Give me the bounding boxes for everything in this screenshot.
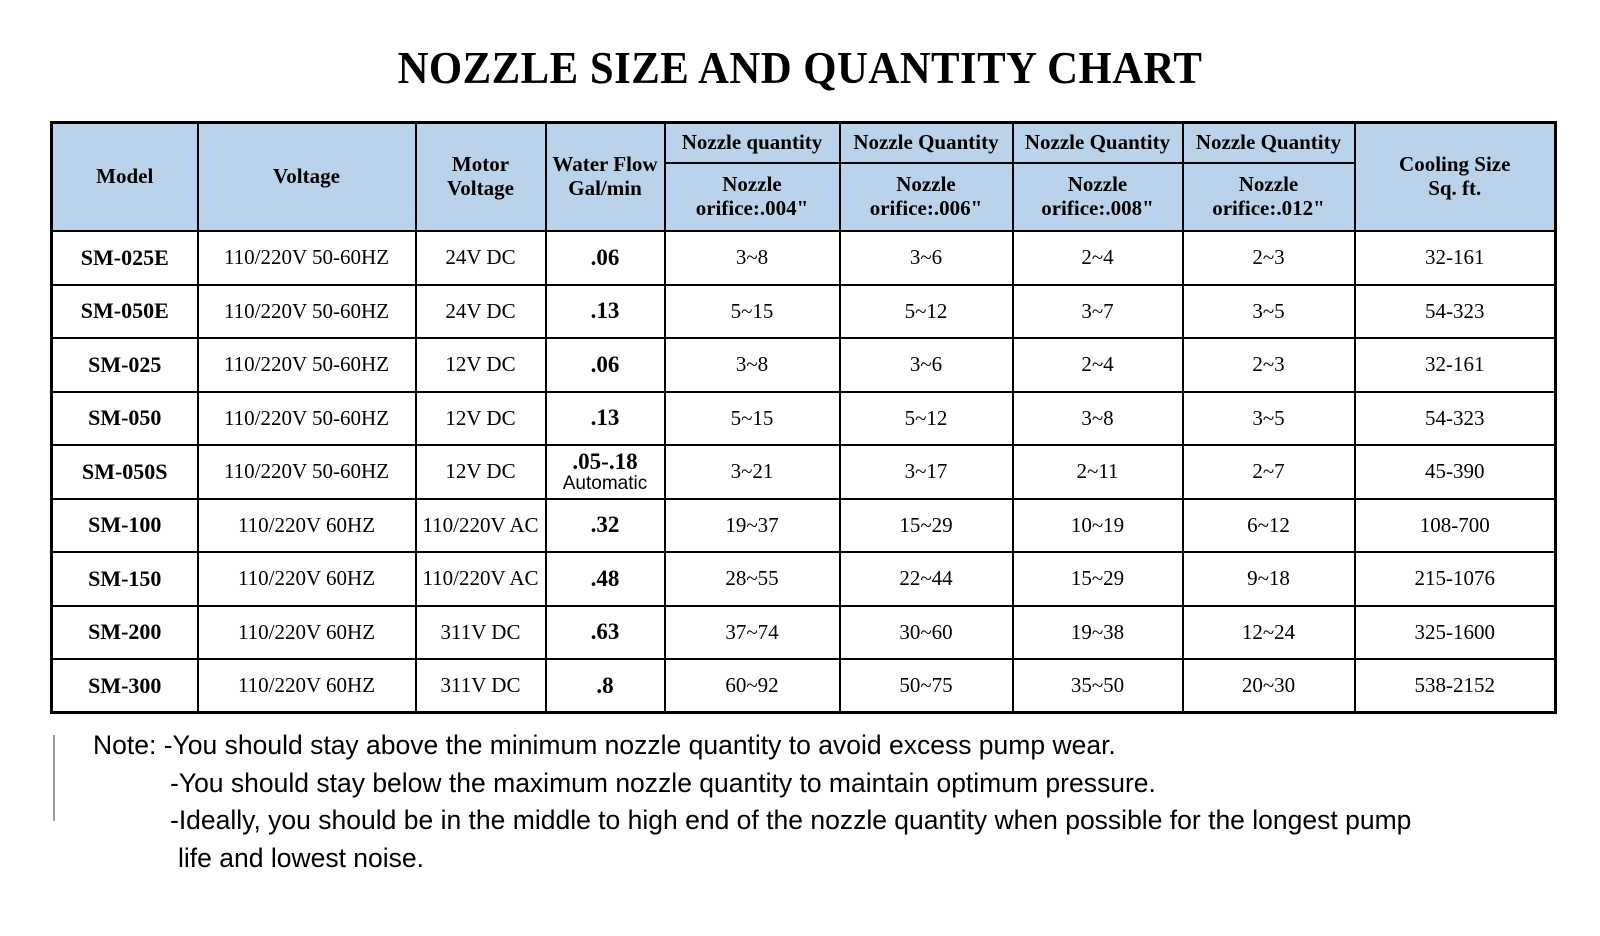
cell-motor-voltage: 24V DC xyxy=(416,231,546,285)
cell-nozzle-quantity-006: 3~6 xyxy=(840,231,1013,285)
cell-nozzle-quantity-012: 6~12 xyxy=(1183,499,1355,553)
cell-nozzle-quantity-012: 12~24 xyxy=(1183,606,1355,660)
header-orifice-012-line2: orifice:.012" xyxy=(1212,196,1325,220)
header-nozzle-orifice-006 xyxy=(840,163,1013,231)
cell-nozzle-quantity-006: 3~17 xyxy=(840,445,1013,499)
cell-voltage: 110/220V 50-60HZ xyxy=(198,231,416,285)
header-orifice-012-line1: Nozzle xyxy=(1238,172,1299,197)
cell-model: SM-050S xyxy=(52,445,198,499)
cell-model: SM-100 xyxy=(52,499,198,553)
cell-nozzle-quantity-008: 2~4 xyxy=(1013,338,1183,392)
header-water-flow-line1: Water Flow xyxy=(552,152,658,177)
header-orifice-004-line2: orifice:.004" xyxy=(695,196,809,220)
notes-section xyxy=(50,727,1560,878)
cell-nozzle-quantity-008: 3~8 xyxy=(1013,392,1183,446)
header-row-top xyxy=(52,123,1556,164)
cell-nozzle-quantity-004: 3~8 xyxy=(665,338,840,392)
cell-nozzle-quantity-004: 3~8 xyxy=(665,231,840,285)
cell-model: SM-050 xyxy=(52,392,198,446)
cell-voltage: 110/220V 60HZ xyxy=(198,499,416,553)
cell-nozzle-quantity-006: 30~60 xyxy=(840,606,1013,660)
cell-nozzle-quantity-004: 60~92 xyxy=(665,659,840,713)
cell-water-flow: .13 xyxy=(546,392,665,446)
note-text-1: -You should stay above the minimum nozzle quantity to avoid excess pump wear. xyxy=(163,730,1116,760)
cell-water-flow: .06 xyxy=(546,231,665,285)
cell-nozzle-quantity-008: 2~4 xyxy=(1013,231,1183,285)
table-row xyxy=(52,285,1556,339)
header-nozzle-quantity-012-top: Nozzle Quantity xyxy=(1183,123,1355,164)
note-line-2: -You should stay below the maximum nozzle quantity to maintain optimum pressure. xyxy=(170,767,1156,798)
cell-water-flow: .8 xyxy=(546,659,665,713)
cell-model: SM-150 xyxy=(52,552,198,606)
cell-nozzle-quantity-006: 5~12 xyxy=(840,392,1013,446)
cell-nozzle-quantity-012: 2~7 xyxy=(1183,445,1355,499)
cell-motor-voltage: 311V DC xyxy=(416,606,546,660)
notes-left-rule xyxy=(53,735,55,821)
header-cooling-size-line1: Cooling Size xyxy=(1399,152,1511,177)
header-orifice-008-line2: orifice:.008" xyxy=(1041,196,1154,220)
cell-nozzle-quantity-008: 15~29 xyxy=(1013,552,1183,606)
header-nozzle-orifice-012 xyxy=(1183,163,1355,231)
cell-motor-voltage: 311V DC xyxy=(416,659,546,713)
cell-nozzle-quantity-008: 10~19 xyxy=(1013,499,1183,553)
cell-nozzle-quantity-006: 5~12 xyxy=(840,285,1013,339)
table-row xyxy=(52,338,1556,392)
cell-model: SM-050E xyxy=(52,285,198,339)
cell-cooling-size: 325-1600 xyxy=(1355,606,1556,660)
cell-nozzle-quantity-012: 9~18 xyxy=(1183,552,1355,606)
water-flow-value: .05-.18 xyxy=(572,448,638,474)
header-nozzle-quantity-006-top: Nozzle Quantity xyxy=(840,123,1013,164)
table-body xyxy=(52,231,1556,713)
header-nozzle-orifice-008 xyxy=(1013,163,1183,231)
table-row xyxy=(52,445,1556,499)
cell-nozzle-quantity-008: 19~38 xyxy=(1013,606,1183,660)
header-motor-voltage-line2: Voltage xyxy=(447,176,514,200)
cell-voltage: 110/220V 50-60HZ xyxy=(198,445,416,499)
header-motor-voltage-line1: Motor xyxy=(451,152,510,177)
cell-water-flow: .06 xyxy=(546,338,665,392)
cell-voltage: 110/220V 60HZ xyxy=(198,606,416,660)
cell-nozzle-quantity-012: 3~5 xyxy=(1183,392,1355,446)
cell-model: SM-025 xyxy=(52,338,198,392)
cell-voltage: 110/220V 50-60HZ xyxy=(198,338,416,392)
cell-voltage: 110/220V 50-60HZ xyxy=(198,285,416,339)
note-line-3: -Ideally, you should be in the middle to high end of the nozzle quantity when possible for the longest pump xyxy=(170,805,1412,836)
cell-nozzle-quantity-012: 2~3 xyxy=(1183,338,1355,392)
note-line-4: life and lowest noise. xyxy=(178,842,425,873)
header-nozzle-quantity-004-top: Nozzle quantity xyxy=(665,123,840,164)
cell-motor-voltage: 12V DC xyxy=(416,392,546,446)
cell-cooling-size: 108-700 xyxy=(1355,499,1556,553)
table-row xyxy=(52,499,1556,553)
table-row xyxy=(52,659,1556,713)
cell-nozzle-quantity-006: 50~75 xyxy=(840,659,1013,713)
cell-nozzle-quantity-006: 22~44 xyxy=(840,552,1013,606)
cell-voltage: 110/220V 60HZ xyxy=(198,659,416,713)
cell-cooling-size: 45-390 xyxy=(1355,445,1556,499)
header-orifice-006-line2: orifice:.006" xyxy=(869,196,983,220)
header-water-flow xyxy=(546,123,665,232)
cell-nozzle-quantity-008: 2~11 xyxy=(1013,445,1183,499)
header-orifice-008-line1: Nozzle xyxy=(1067,172,1128,197)
cell-nozzle-quantity-012: 2~3 xyxy=(1183,231,1355,285)
nozzle-size-quantity-table xyxy=(50,121,1557,714)
cell-model: SM-200 xyxy=(52,606,198,660)
cell-nozzle-quantity-004: 28~55 xyxy=(665,552,840,606)
header-cooling-size-line2: Sq. ft. xyxy=(1428,176,1482,200)
cell-motor-voltage: 12V DC xyxy=(416,338,546,392)
cell-nozzle-quantity-004: 19~37 xyxy=(665,499,840,553)
cell-nozzle-quantity-008: 3~7 xyxy=(1013,285,1183,339)
header-nozzle-quantity-008-top: Nozzle Quantity xyxy=(1013,123,1183,164)
cell-nozzle-quantity-012: 20~30 xyxy=(1183,659,1355,713)
cell-motor-voltage: 24V DC xyxy=(416,285,546,339)
cell-cooling-size: 54-323 xyxy=(1355,392,1556,446)
header-model: Model xyxy=(52,123,198,232)
cell-cooling-size: 32-161 xyxy=(1355,338,1556,392)
cell-nozzle-quantity-008: 35~50 xyxy=(1013,659,1183,713)
cell-nozzle-quantity-006: 3~6 xyxy=(840,338,1013,392)
nozzle-table-container xyxy=(50,121,1554,714)
cell-voltage: 110/220V 60HZ xyxy=(198,552,416,606)
header-motor-voltage xyxy=(416,123,546,232)
note-line-1 xyxy=(50,727,1560,765)
header-orifice-004-line1: Nozzle xyxy=(722,172,782,197)
cell-water-flow: .48 xyxy=(546,552,665,606)
header-water-flow-line2: Gal/min xyxy=(568,176,642,200)
water-flow-automatic-label: Automatic xyxy=(562,472,648,494)
cell-motor-voltage: 12V DC xyxy=(416,445,546,499)
table-row xyxy=(52,231,1556,285)
cell-model: SM-025E xyxy=(52,231,198,285)
cell-motor-voltage: 110/220V AC xyxy=(416,499,546,553)
cell-water-flow: .63 xyxy=(546,606,665,660)
cell-water-flow: .13 xyxy=(546,285,665,339)
note-label: Note: xyxy=(93,730,157,760)
cell-nozzle-quantity-004: 5~15 xyxy=(665,392,840,446)
cell-cooling-size: 215-1076 xyxy=(1355,552,1556,606)
header-nozzle-orifice-004 xyxy=(665,163,840,231)
page-title: NOZZLE SIZE AND QUANTITY CHART xyxy=(397,42,1203,93)
cell-nozzle-quantity-004: 5~15 xyxy=(665,285,840,339)
cell-voltage: 110/220V 50-60HZ xyxy=(198,392,416,446)
cell-nozzle-quantity-004: 37~74 xyxy=(665,606,840,660)
cell-model: SM-300 xyxy=(52,659,198,713)
header-cooling-size xyxy=(1355,123,1556,232)
cell-nozzle-quantity-012: 3~5 xyxy=(1183,285,1355,339)
cell-cooling-size: 538-2152 xyxy=(1355,659,1556,713)
header-orifice-006-line1: Nozzle xyxy=(896,172,956,197)
table-row xyxy=(52,392,1556,446)
cell-nozzle-quantity-006: 15~29 xyxy=(840,499,1013,553)
table-row xyxy=(52,552,1556,606)
table-header xyxy=(52,123,1556,232)
header-voltage: Voltage xyxy=(198,123,416,232)
cell-nozzle-quantity-004: 3~21 xyxy=(665,445,840,499)
table-row xyxy=(52,606,1556,660)
cell-water-flow xyxy=(546,445,665,499)
cell-cooling-size: 32-161 xyxy=(1355,231,1556,285)
cell-water-flow: .32 xyxy=(546,499,665,553)
cell-cooling-size: 54-323 xyxy=(1355,285,1556,339)
cell-motor-voltage: 110/220V AC xyxy=(416,552,546,606)
